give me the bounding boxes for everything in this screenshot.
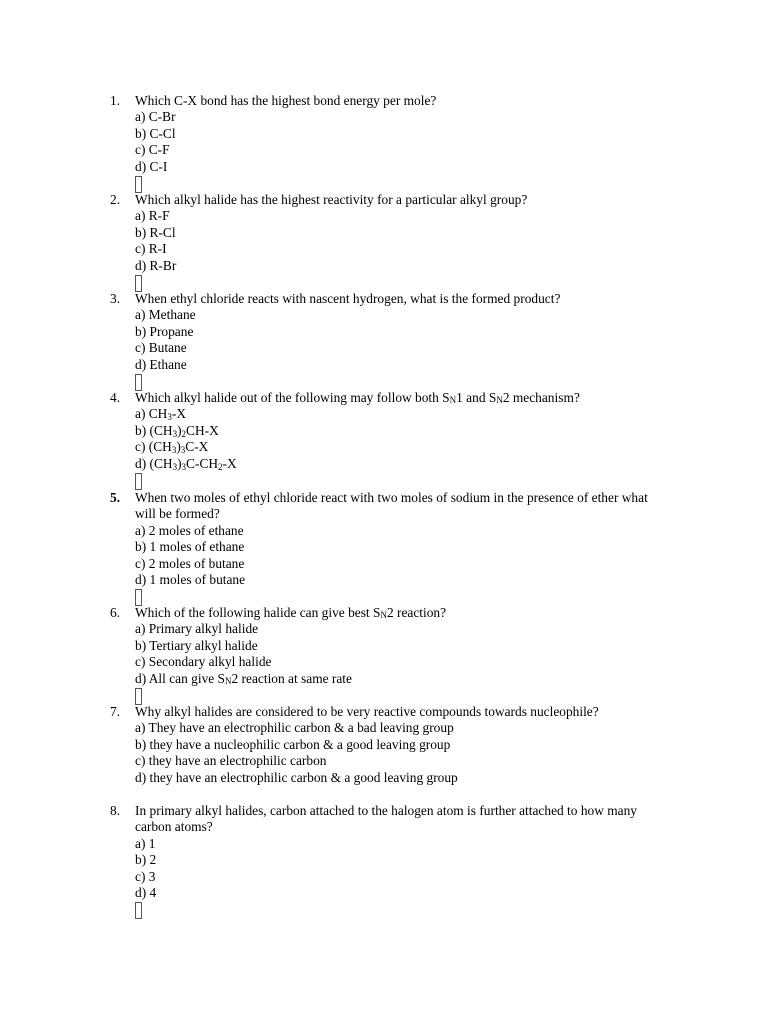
answer-placeholder-box (135, 589, 142, 606)
option-c: c) $(CH_3)_3C-X$ (135, 439, 209, 456)
question-text: 4. Which alkyl halide out of the following may follow both $S_N1$ and $S_N2$ mechanism? (110, 390, 580, 405)
option-b: b) Propane (135, 323, 194, 339)
option-c: c) 3 (135, 868, 156, 884)
option-c: c) they have an electrophilic carbon (135, 753, 327, 769)
question-text: 6. Which of the following halide can give best $S_N2$ reaction? (110, 605, 447, 620)
option-a: a) They have an electrophilic carbon & a bad leaving group (135, 720, 454, 736)
option-b: b) Tertiary alkyl halide (135, 637, 258, 653)
option-a: a) 2 moles of ethane (135, 522, 244, 538)
question-text: 1. Which C-X bond has the highest bond energy per mole? (110, 93, 437, 108)
option-d: d) C-I (135, 158, 168, 174)
option-b: b) R-Cl (135, 224, 176, 240)
question-text: 8. In primary alkyl halides, carbon attached to the halogen atom is further attached to how many carbon atoms? (110, 803, 637, 835)
answer-placeholder-box (135, 902, 142, 919)
option-c: c) C-F (135, 142, 170, 158)
option-a: a) C-Br (135, 109, 176, 125)
option-b: b) C-Cl (135, 125, 176, 141)
question-8 (0, 803, 768, 919)
option-a: a) Primary alkyl halide (135, 621, 259, 637)
option-a: a) R-F (135, 208, 170, 224)
answer-placeholder-box (135, 374, 142, 391)
question-5 (0, 490, 768, 606)
question-number: 1. (110, 93, 121, 108)
question-2 (0, 192, 768, 292)
answer-placeholder-box (135, 688, 142, 705)
option-b: b) 1 moles of ethane (135, 539, 245, 555)
option-d: d) Ethane (135, 356, 187, 372)
option-c: c) Butane (135, 340, 187, 356)
question-text: 2. Which alkyl halide has the highest reactivity for a particular alkyl group? (110, 192, 528, 207)
question-text: 3. When ethyl chloride reacts with nascent hydrogen, what is the formed product? (110, 291, 561, 306)
question-number: 5. (110, 490, 121, 505)
question-1 (0, 93, 768, 193)
question-7 (0, 704, 768, 786)
answer-placeholder-box (135, 275, 142, 292)
option-c: c) 2 moles of butane (135, 555, 245, 571)
question-number: 8. (110, 803, 121, 818)
question-text: 7. Why alkyl halides are considered to be very reactive compounds towards nucleophile? (110, 704, 599, 719)
option-d: d) $(CH_3)_3C-CH_2-X$ (135, 455, 237, 472)
option-d: d) R-Br (135, 257, 177, 273)
option-b: b) 2 (135, 852, 157, 868)
option-c: c) Secondary alkyl halide (135, 654, 272, 670)
answer-placeholder-box (135, 176, 142, 193)
option-a: a) Methane (135, 307, 196, 323)
question-4 (0, 390, 768, 490)
question-number: 3. (110, 291, 121, 306)
option-d: d) 4 (135, 885, 157, 901)
question-text: 5. When two moles of ethyl chloride react with two moles of sodium in the presence of ether what will be formed? (110, 490, 648, 522)
option-d: d) 1 moles of butane (135, 572, 246, 588)
option-a: a) 1 (135, 835, 156, 851)
option-d: d) All can give $S_N2$ reaction at same rate (135, 670, 352, 686)
answer-placeholder-box (135, 473, 142, 490)
option-c: c) R-I (135, 241, 167, 257)
question-6 (0, 605, 768, 705)
question-number: 6. (110, 605, 121, 620)
option-d: d) they have an electrophilic carbon & a good leaving group (135, 769, 458, 785)
question-number: 4. (110, 390, 121, 405)
option-b: b) they have a nucleophilic carbon & a good leaving group (135, 736, 451, 752)
option-a: a) $CH_3-X$ (135, 406, 186, 423)
option-b: b) $(CH_3)_2CH-X$ (135, 422, 219, 439)
question-number: 7. (110, 704, 121, 719)
question-3 (0, 291, 768, 391)
question-number: 2. (110, 192, 121, 207)
